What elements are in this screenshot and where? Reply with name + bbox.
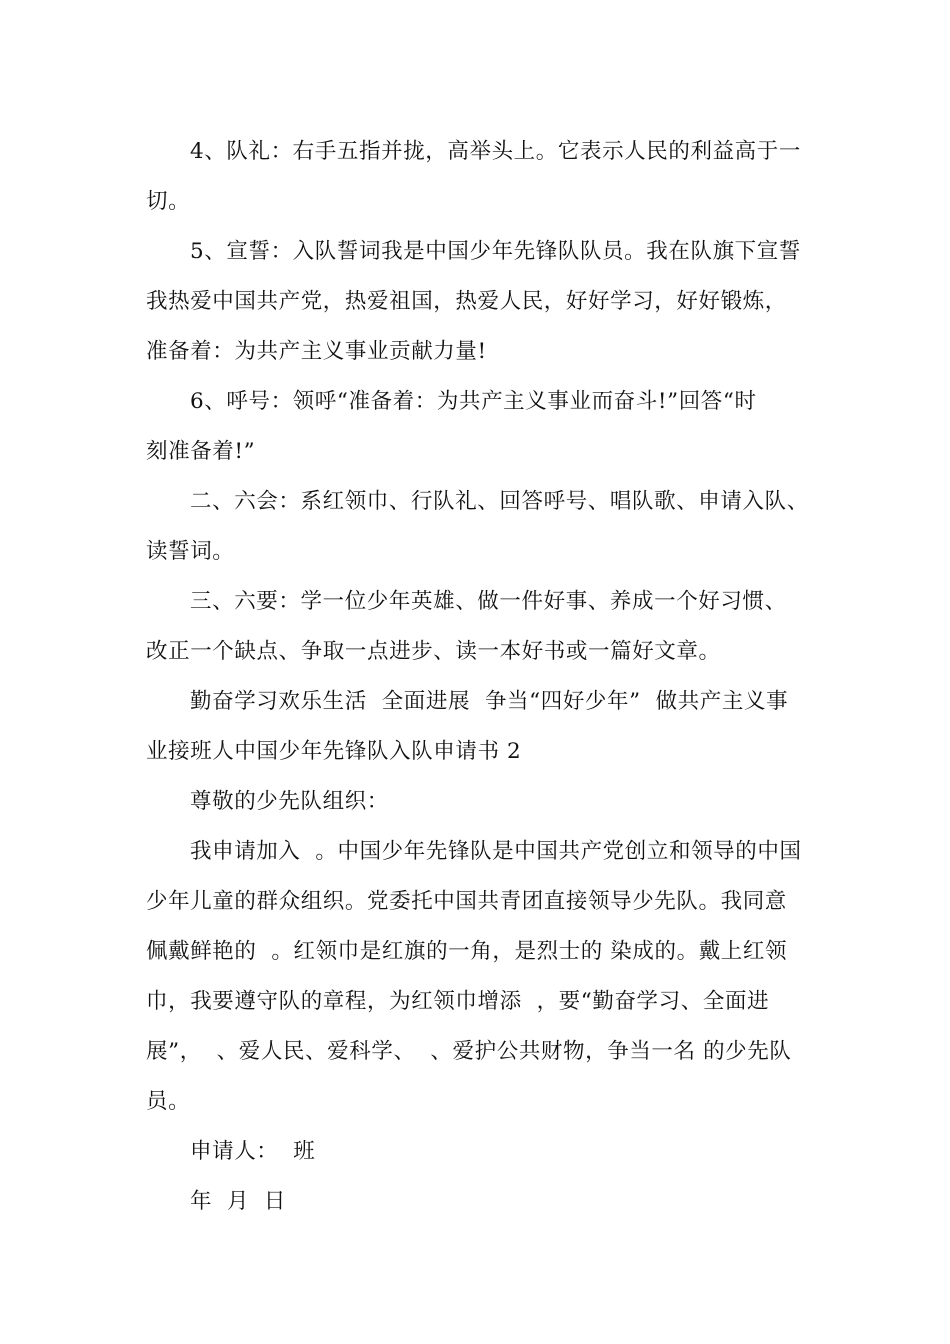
paragraph-line: 我申请加入 。中国少年先锋队是中国共产党创立和领导的中国	[190, 839, 802, 864]
paragraph-line: 改正一个缺点、争取一点进步、读一本好书或一篇好文章。	[146, 639, 721, 664]
paragraph-line: 员。	[146, 1089, 191, 1114]
paragraph-line: 展”， 、爱人民、爱科学、 、爱护公共财物，争当一名 的少先队	[146, 1039, 792, 1064]
paragraph-line: 准备着：为共产主义事业贡献力量!	[146, 339, 487, 364]
date-line: 年 月 日	[190, 1189, 287, 1214]
paragraph-line: 我热爱中国共产党，热爱祖国，热爱人民，好好学习，好好锻炼，	[146, 289, 787, 314]
paragraph-line: 勤奋学习欢乐生活 全面进展 争当“四好少年” 做共产主义事	[190, 689, 789, 714]
paragraph-line: 6、呼号：领呼“准备着：为共产主义事业而奋斗!”回答“时	[190, 389, 757, 414]
paragraph-line: 业接班人中国少年先锋队入队申请书 2	[146, 739, 522, 764]
paragraph-line: 二、六会：系红领巾、行队礼、回答呼号、唱队歌、申请入队、	[190, 489, 809, 514]
paragraph-line: 5、宣誓：入队誓词我是中国少年先锋队队员。我在队旗下宣誓	[190, 239, 801, 264]
paragraph-line: 切。	[146, 189, 191, 214]
paragraph-line: 巾，我要遵守队的章程，为红领巾增添 ，要“勤奋学习、全面进	[146, 989, 770, 1014]
applicant-line: 申请人： 班	[190, 1139, 316, 1164]
paragraph-line: 刻准备着!”	[146, 439, 256, 464]
paragraph-line: 三、六要：学一位少年英雄、做一件好事、养成一个好习惯、	[190, 589, 787, 614]
paragraph-line: 读誓词。	[146, 539, 235, 564]
paragraph-line: 少年儿童的群众组织。党委托中国共青团直接领导少先队。我同意	[146, 889, 787, 914]
paragraph-line: 4、队礼：右手五指并拢，高举头上。它表示人民的利益高于一	[190, 139, 801, 164]
paragraph-line: 佩戴鲜艳的 。红领巾是红旗的一角，是烈士的 染成的。戴上红领	[146, 939, 788, 964]
salutation: 尊敬的少先队组织：	[190, 789, 389, 814]
